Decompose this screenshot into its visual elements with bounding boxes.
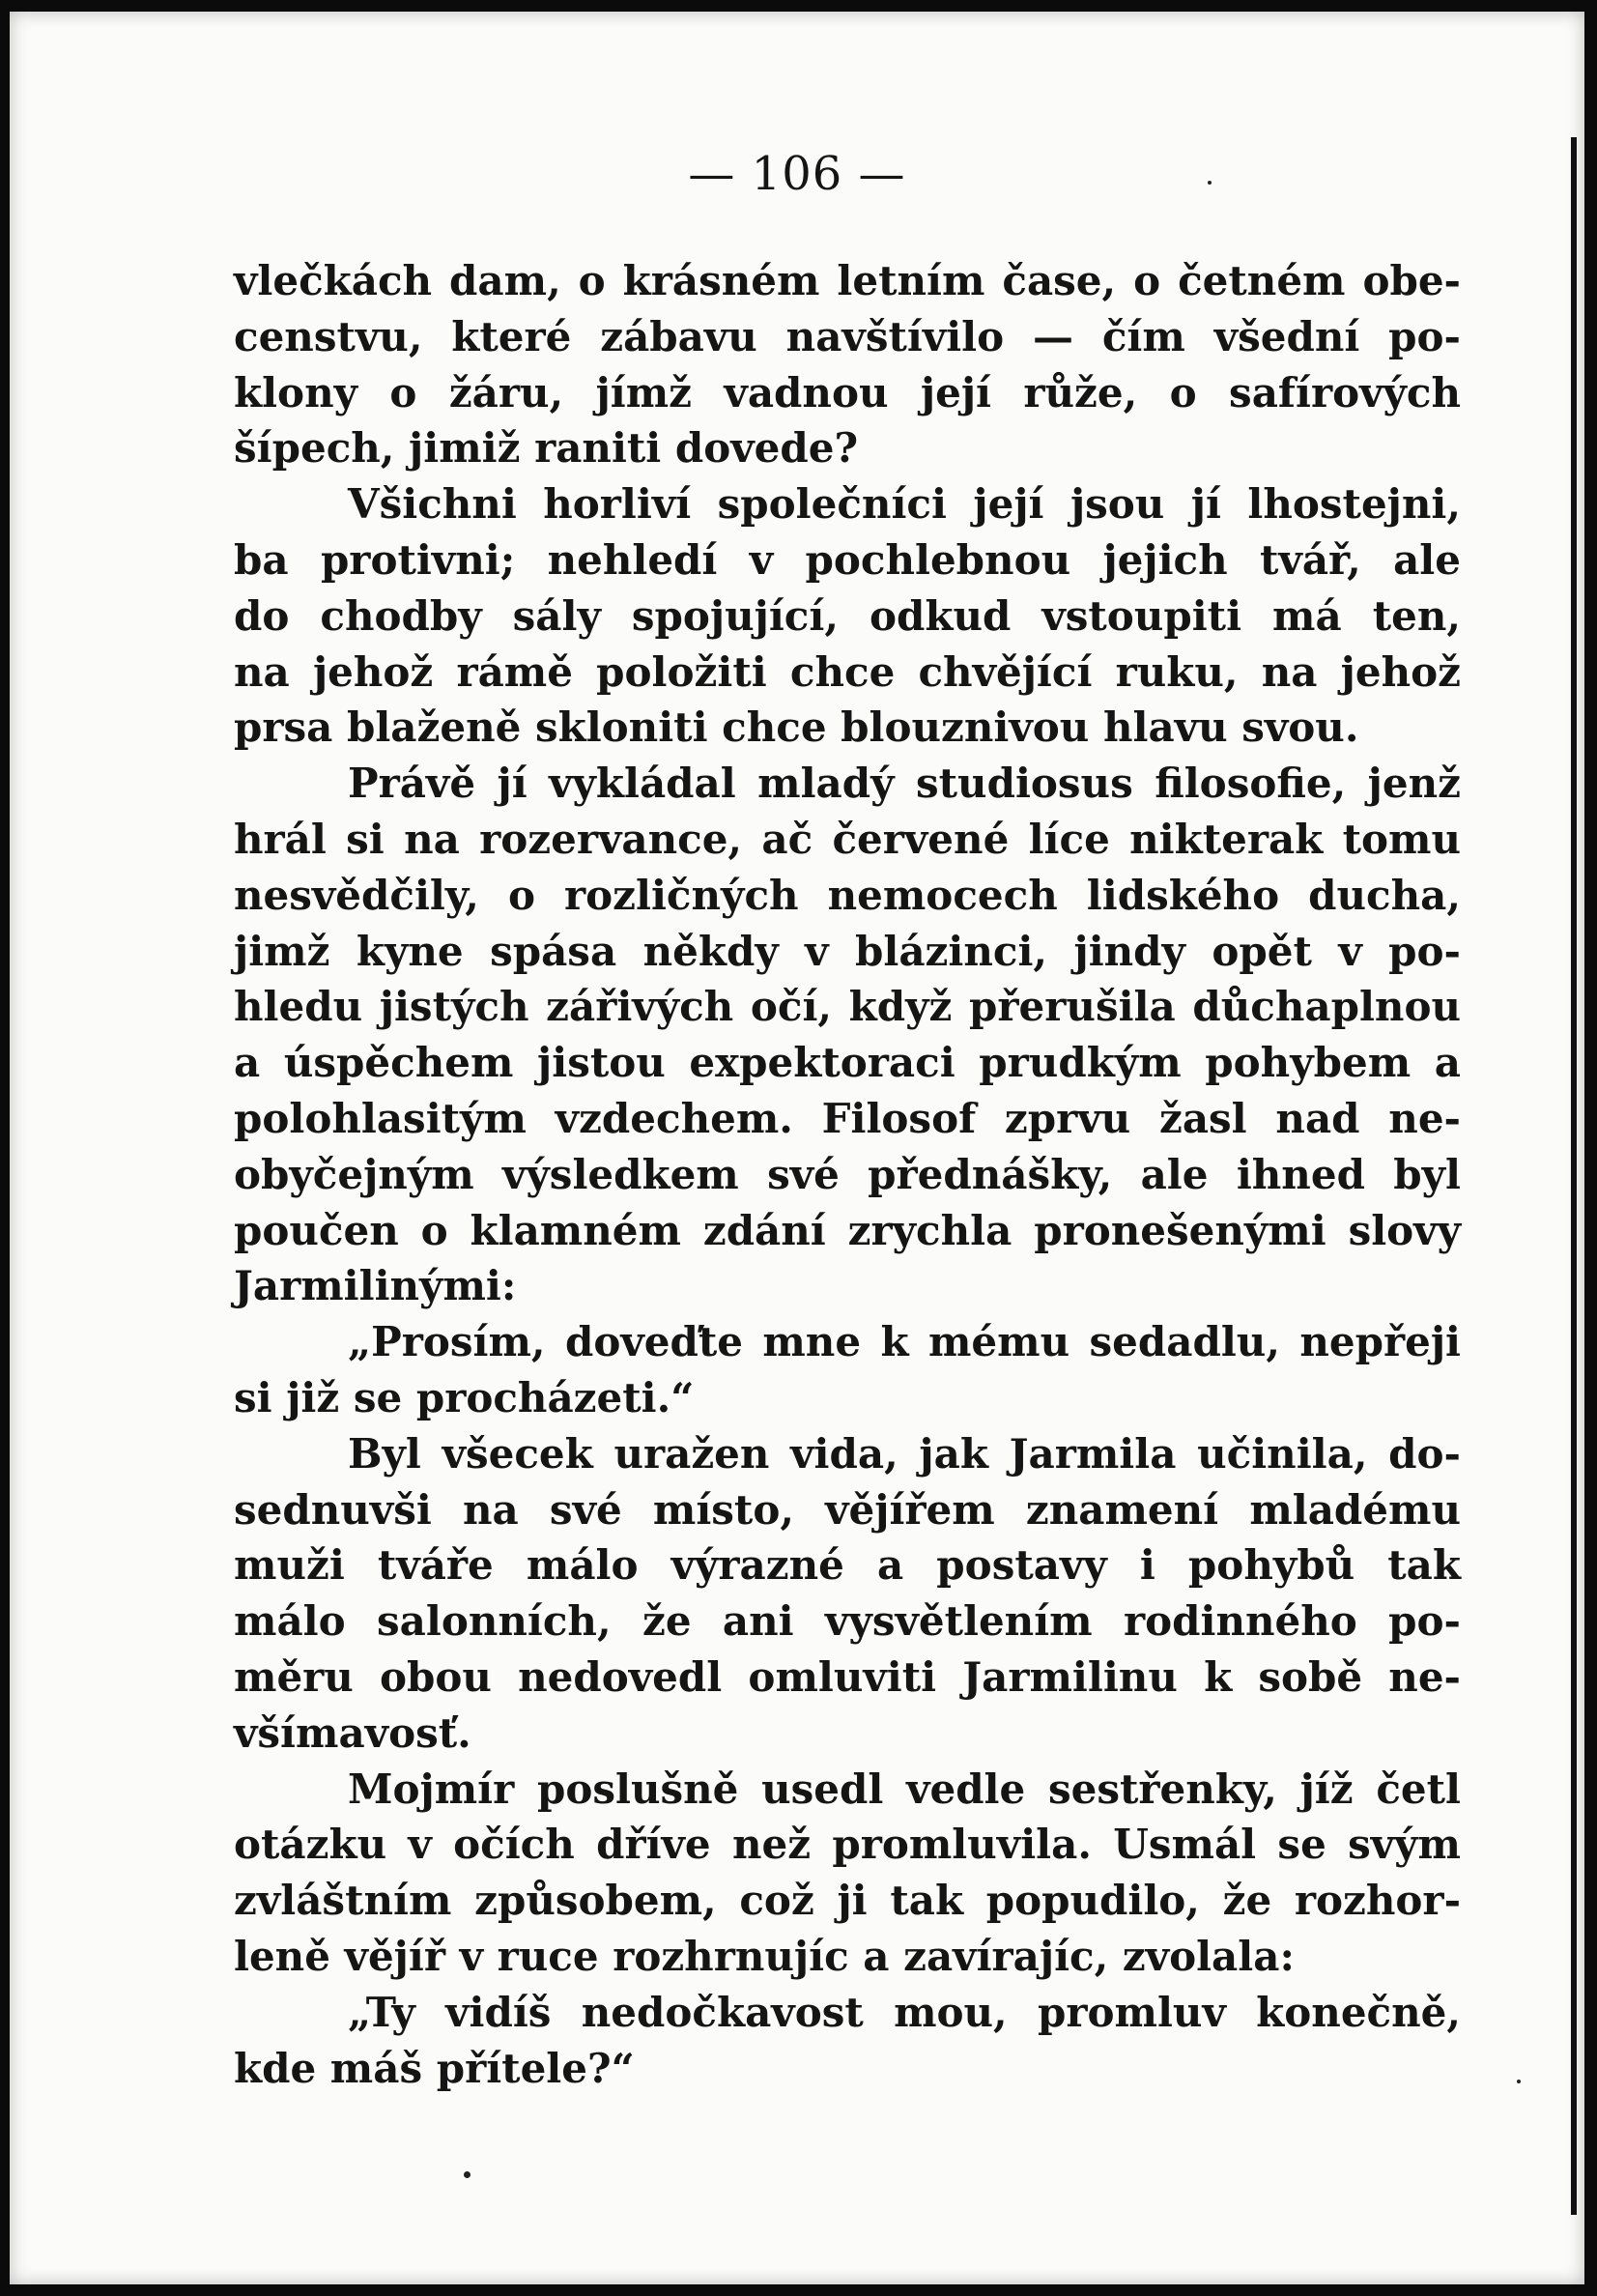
scan-speck (464, 2171, 471, 2178)
text-line: kde máš přítele?“ (234, 2044, 635, 2092)
text-line: otázku v očích dříve než promluvila. Usmál se svým (234, 1821, 1461, 1869)
text-line: Právě jí vykládal mladý studiosus filosofie, jenž (348, 760, 1461, 808)
text-line: a úspěchem jistou expektoraci prudkým pohybem a (234, 1039, 1461, 1087)
text-line: Byl všecek uražen vida, jak Jarmila učinila, do- (348, 1429, 1461, 1478)
text-line: na jehož rámě položiti chce chvějící ruku, na jehož (234, 647, 1461, 696)
text-line: ba protivni; nehledí v pochlebnou jejich tvář, ale (234, 535, 1461, 584)
text-line: si již se procházeti.“ (234, 1373, 695, 1421)
scanned-page (10, 12, 1584, 2284)
text-line: poučen o klamném zdání zrychla pronešenými slovy (234, 1206, 1461, 1254)
text-line: klony o žáru, jímž vadnou její růže, o safírových (234, 368, 1461, 416)
text-line: zvláštním způsobem, což ji tak popudilo, že rozhor- (234, 1877, 1461, 1925)
text-line: muži tváře málo výrazné a postavy i pohybů tak (234, 1541, 1461, 1590)
text-line: šípech, jimiž raniti dovede? (234, 424, 859, 473)
text-line: sednuvši na své místo, vějířem znamení mladému (234, 1485, 1461, 1534)
text-line: nesvědčily, o rozličných nemocech lidského ducha, (234, 871, 1461, 919)
scan-speck (1208, 181, 1212, 185)
text-line: polohlasitým vzdechem. Filosof zprvu žasl nad ne- (234, 1094, 1461, 1142)
text-line: jimž kyne spása někdy v blázinci, jindy opět v po- (234, 927, 1461, 975)
scan-speck (1517, 2080, 1521, 2083)
text-line: „Ty vidíš nedočkavost mou, promluv konečně, (348, 1988, 1461, 2036)
text-line: málo salonních, že ani vysvětlením rodinného po- (234, 1597, 1461, 1646)
text-line: do chodby sály spojující, odkud vstoupiti má ten, (234, 591, 1461, 640)
text-line: měru obou nedovedl omluviti Jarmilinu k sobě ne- (234, 1652, 1461, 1701)
page-number: — 106 — (688, 147, 906, 201)
text-line: prsa blaženě skloniti chce blouznivou hlavu svou. (234, 703, 1359, 752)
text-line: leně vějíř v ruce rozhrnujíc a zavírajíc, zvolala: (234, 1932, 1295, 1980)
text-line: obyčejným výsledkem své přednášky, ale ihned byl (234, 1150, 1461, 1198)
text-line: censtvu, které zábavu navštívilo — čím všední po- (234, 312, 1461, 360)
text-line: Mojmír poslušně usedl vedle sestřenky, jíž četl (348, 1765, 1461, 1813)
text-line: Všichni horliví společníci její jsou jí lhostejni, (348, 480, 1461, 529)
text-line: hrál si na rozervance, ač červené líce nikterak tomu (234, 815, 1461, 863)
text-line: Jarmilinými: (234, 1262, 517, 1310)
text-line: hledu jistých zářivých očí, když přerušila důchaplnou (234, 983, 1461, 1031)
text-line: vlečkách dam, o krásném letním čase, o četném obe- (234, 257, 1461, 304)
page-edge-shadow (1571, 137, 1577, 2215)
text-line: „Prosím, doveďte mne k mému sedadlu, nepřeji (348, 1318, 1461, 1366)
body-text (234, 253, 1461, 2096)
text-line: všímavosť. (234, 1708, 471, 1757)
